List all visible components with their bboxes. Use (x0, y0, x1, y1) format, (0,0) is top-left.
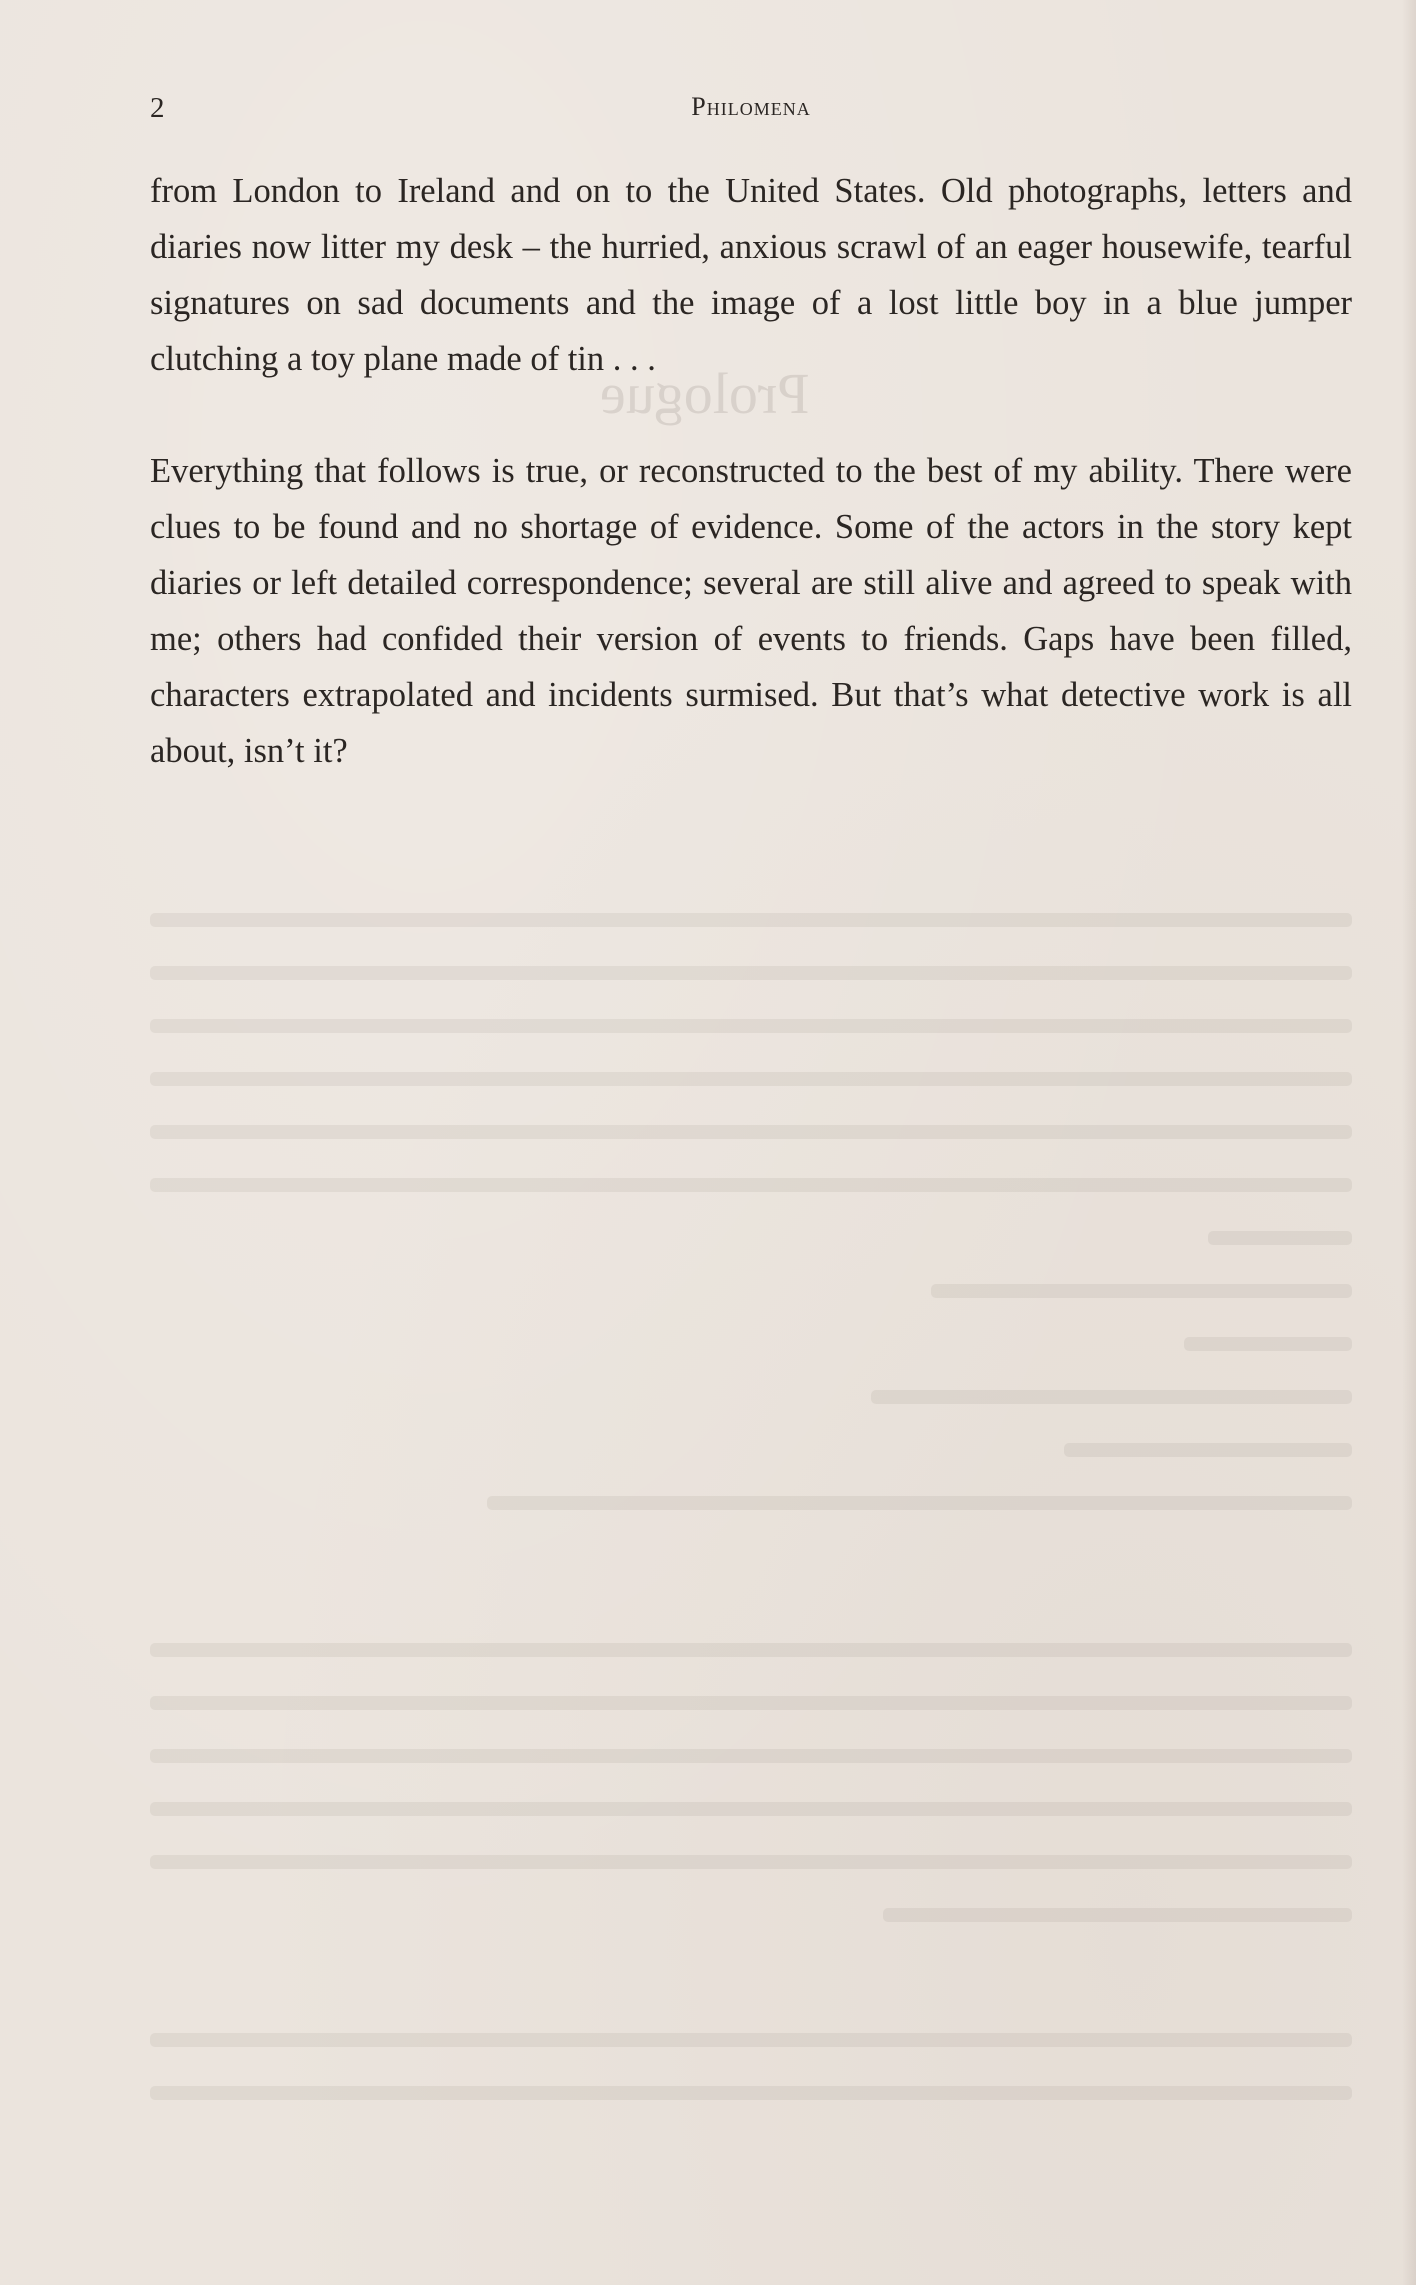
paragraph: Everything that follows is true, or reconstructed to the best of my ability. There were clues to be found and no shortage of evidence. Some of the actors in the story kept diaries or left detailed correspondence; several are still alive and agreed to speak with me; others had confided their version of events to friends. Gaps have been filled, characters extrapolated and incidents surmised. But that’s what detective work is all about, isn’t it? (150, 452, 1352, 770)
show-through-text-block (150, 1620, 1352, 1938)
show-through-text-block (150, 890, 1352, 1526)
paragraph: from London to Ireland and on to the United States. Old photographs, letters and diaries now litter my desk – the hurried, anxious scrawl of an eager housewife, tearful signatures on sad documents and the image of a lost little boy in a blue jumper clutching a toy plane made of tin . . . (150, 172, 1352, 378)
running-head (150, 92, 1352, 132)
page-number: 2 (150, 92, 165, 124)
show-through-text-block (150, 2010, 1352, 2116)
show-through-title: Prologue (600, 361, 810, 426)
body-text (150, 163, 1352, 779)
running-title: Philomena (691, 92, 811, 121)
